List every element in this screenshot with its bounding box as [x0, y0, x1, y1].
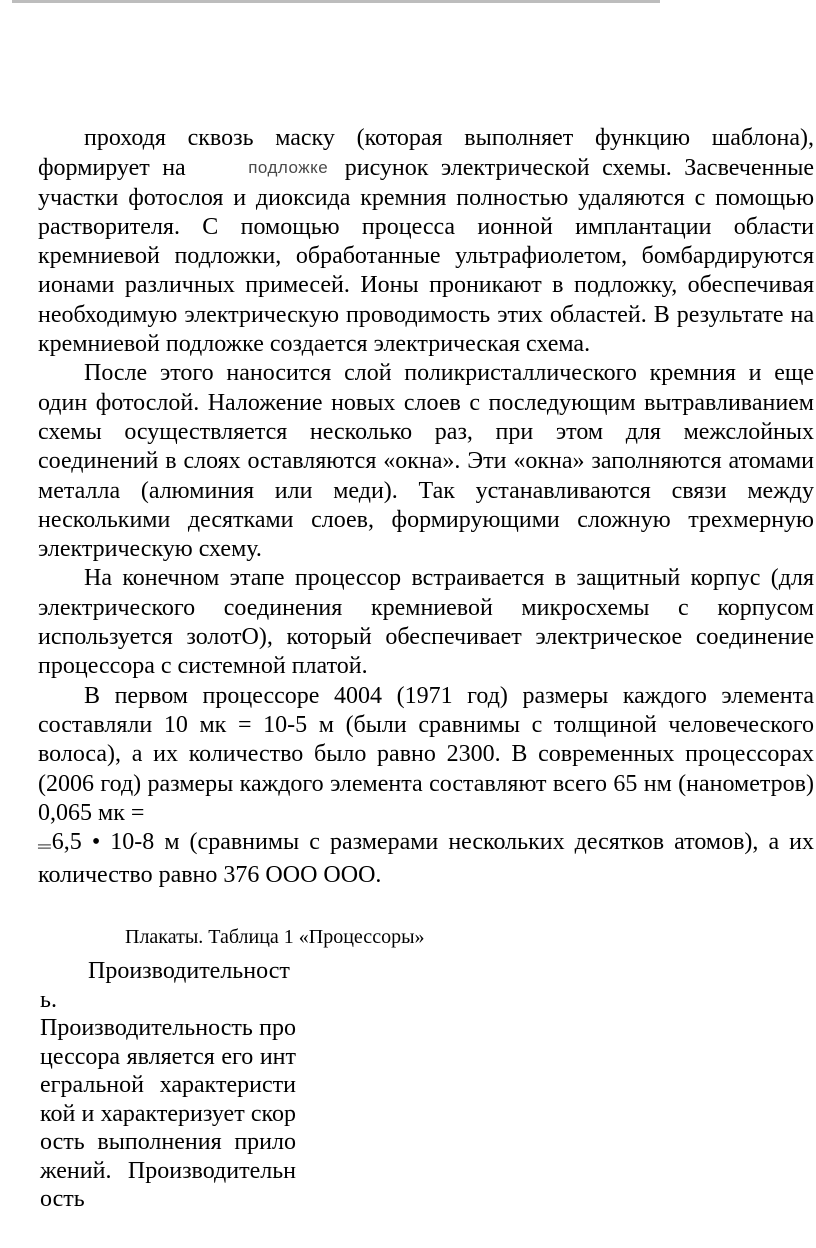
- top-border-line: [12, 0, 660, 3]
- table-cell-title: Производительность.: [40, 958, 290, 1013]
- table-cell-body: Производительность процессора является его интегральной характеристикой и характеризует скорость выполнения приложений. Производительность: [40, 1015, 296, 1212]
- paragraph-1-start: проходя сквозь маску (которая выполняет функцию шаблона), формирует на: [38, 125, 814, 182]
- paragraph-1-end: рисунок электрической схемы. Засвеченные участки фотослоя и диоксида кремния полностью удаляются с помощью растворителя. С помощью процесса ионной имплантации области кремниевой подложки, обработанные ультрафиолетом, бомбардируются ионами различных примесей. Ионы проникают в подложку, обеспечивая необходимую электрическую проводимость этих областей. В результате на кремниевой подложке создается электрическая схема.: [38, 155, 815, 358]
- paragraph-2: После этого наносится слой поликристаллического кремния и еще один фотослой. Наложение новых слоев с последующим вытравливанием схемы осуществляется несколько раз, при этом для межслойных соединений в слоях оставляются «окна». Эти «окна» заполняются атомами металла (алюминия или меди). Так устанавливаются связи между несколькими десятками слоев, формирующими сложную трехмерную электрическую схему.: [38, 360, 814, 563]
- document-body: [38, 124, 814, 891]
- paragraph-3: На конечном этапе процессор встраивается в защитный корпус (для электрического соединения кремниевой микросхемы с корпусом используется золотО), который обеспечивает электрическое соединение процессора с системной платой.: [38, 565, 814, 680]
- paragraph-1: [38, 124, 814, 359]
- paragraph-4: В первом процессоре 4004 (1971 год) размеры каждого элемента составляли 10 мк = 10-5 м (были сравнимы с толщиной человеческого волоса), а их количество было равно 2300. В современных процессорах (2006 год) размеры каждого элемента составляют всего 65 нм (нанометров) 0,065 мк =: [38, 682, 814, 826]
- paragraph-5: [38, 828, 814, 891]
- table-caption: Плакаты. Таблица 1 «Процессоры»: [125, 926, 425, 948]
- table-cell: [40, 957, 296, 1214]
- equals-mark-icon: ═: [38, 836, 51, 857]
- inline-scanned-word: подложке: [248, 158, 329, 178]
- paragraph-5-text: 6,5 • 10-8 м (сравнимы с размерами нескольких десятков атомов), а их количество равно 376 ООО ООО.: [38, 829, 814, 889]
